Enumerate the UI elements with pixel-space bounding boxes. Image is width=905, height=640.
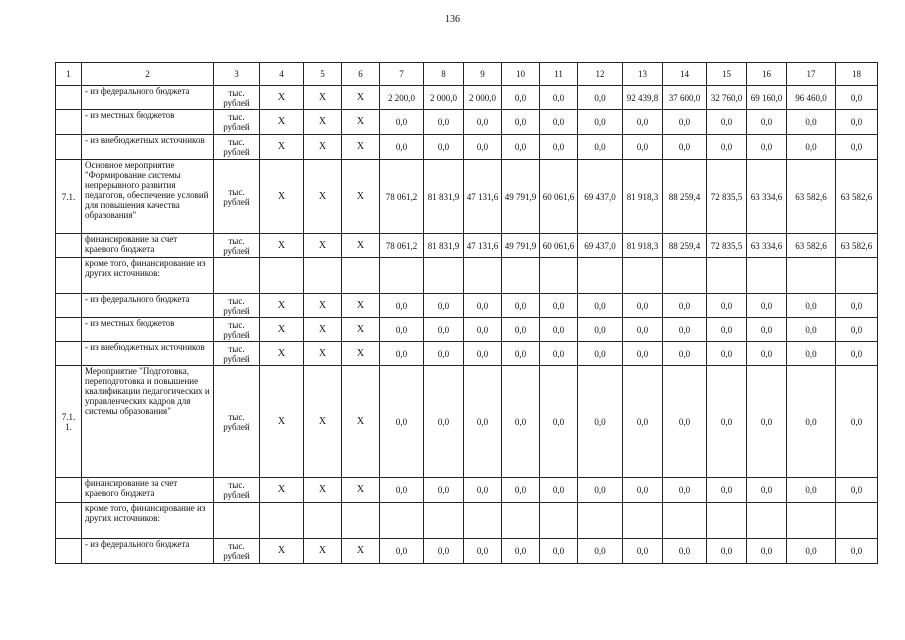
value-cell: 0,0 [540, 110, 578, 135]
value-cell: 0,0 [707, 478, 747, 503]
value-cell: 0,0 [502, 366, 540, 478]
row-name: финансирование за счет краевого бюджета [82, 234, 214, 258]
value-cell [380, 258, 424, 294]
column-header: 9 [464, 63, 502, 86]
column-header: 7 [380, 63, 424, 86]
value-cell: 0,0 [380, 318, 424, 342]
unit-cell: тыс. рублей [214, 478, 260, 503]
value-cell: 0,0 [787, 366, 836, 478]
page-number: 136 [445, 14, 460, 25]
x-cell: X [260, 294, 304, 318]
x-cell: X [260, 160, 304, 234]
row-number [56, 318, 82, 342]
value-cell: 0,0 [623, 135, 663, 160]
value-cell [707, 258, 747, 294]
value-cell: 32 760,0 [707, 86, 747, 110]
table-row [56, 318, 878, 342]
column-header: 15 [707, 63, 747, 86]
value-cell: 0,0 [623, 366, 663, 478]
column-header: 16 [747, 63, 787, 86]
x-cell [260, 503, 304, 539]
value-cell: 0,0 [424, 539, 464, 564]
row-name: - из местных бюджетов [82, 110, 214, 135]
table-row [56, 160, 878, 234]
value-cell: 0,0 [464, 539, 502, 564]
value-cell: 0,0 [424, 318, 464, 342]
row-name: - из местных бюджетов [82, 318, 214, 342]
column-header: 8 [424, 63, 464, 86]
value-cell: 0,0 [464, 342, 502, 366]
value-cell: 0,0 [578, 86, 623, 110]
value-cell: 78 061,2 [380, 160, 424, 234]
value-cell: 0,0 [380, 478, 424, 503]
value-cell: 0,0 [663, 366, 707, 478]
row-number [56, 110, 82, 135]
x-cell: X [260, 366, 304, 478]
table-row [56, 86, 878, 110]
table-row [56, 110, 878, 135]
x-cell [342, 258, 380, 294]
value-cell [540, 503, 578, 539]
unit-cell: тыс. рублей [214, 86, 260, 110]
row-name: - из внебюджетных источников [82, 342, 214, 366]
value-cell [578, 258, 623, 294]
value-cell: 0,0 [836, 86, 878, 110]
value-cell: 63 582,6 [836, 234, 878, 258]
value-cell [747, 258, 787, 294]
table-row [56, 294, 878, 318]
unit-cell: тыс. рублей [214, 342, 260, 366]
row-number [56, 503, 82, 539]
column-header: 6 [342, 63, 380, 86]
value-cell: 0,0 [787, 110, 836, 135]
column-header: 2 [82, 63, 214, 86]
value-cell: 37 600,0 [663, 86, 707, 110]
x-cell: X [260, 135, 304, 160]
value-cell: 49 791,9 [502, 160, 540, 234]
row-name: финансирование за счет краевого бюджета [82, 478, 214, 503]
value-cell: 0,0 [464, 478, 502, 503]
value-cell: 0,0 [540, 366, 578, 478]
row-number [56, 478, 82, 503]
value-cell: 96 460,0 [787, 86, 836, 110]
value-cell: 0,0 [663, 294, 707, 318]
column-header: 12 [578, 63, 623, 86]
row-name: кроме того, финансирование из других источников: [82, 258, 214, 294]
value-cell: 0,0 [747, 366, 787, 478]
value-cell: 47 131,6 [464, 234, 502, 258]
value-cell: 0,0 [578, 342, 623, 366]
x-cell [304, 258, 342, 294]
x-cell: X [304, 86, 342, 110]
value-cell: 0,0 [502, 539, 540, 564]
value-cell: 81 831,9 [424, 160, 464, 234]
x-cell: X [304, 366, 342, 478]
column-header: 14 [663, 63, 707, 86]
value-cell: 49 791,9 [502, 234, 540, 258]
x-cell: X [342, 160, 380, 234]
value-cell: 0,0 [578, 135, 623, 160]
value-cell [787, 503, 836, 539]
value-cell: 0,0 [380, 294, 424, 318]
value-cell: 0,0 [540, 135, 578, 160]
column-header: 18 [836, 63, 878, 86]
x-cell: X [260, 86, 304, 110]
unit-cell: тыс. рублей [214, 234, 260, 258]
x-cell [304, 503, 342, 539]
value-cell: 0,0 [502, 342, 540, 366]
value-cell [424, 503, 464, 539]
value-cell: 0,0 [424, 366, 464, 478]
x-cell: X [304, 478, 342, 503]
x-cell: X [342, 318, 380, 342]
value-cell: 72 835,5 [707, 234, 747, 258]
x-cell: X [304, 294, 342, 318]
value-cell: 0,0 [502, 294, 540, 318]
value-cell: 0,0 [707, 318, 747, 342]
value-cell: 0,0 [578, 294, 623, 318]
value-cell: 0,0 [380, 539, 424, 564]
value-cell [502, 258, 540, 294]
value-cell: 0,0 [540, 86, 578, 110]
value-cell: 0,0 [380, 366, 424, 478]
value-cell: 0,0 [623, 539, 663, 564]
x-cell: X [342, 234, 380, 258]
value-cell: 0,0 [540, 342, 578, 366]
value-cell: 0,0 [836, 366, 878, 478]
value-cell: 0,0 [502, 135, 540, 160]
row-number [56, 294, 82, 318]
value-cell: 63 582,6 [787, 234, 836, 258]
row-number [56, 86, 82, 110]
value-cell: 0,0 [707, 366, 747, 478]
value-cell: 0,0 [787, 539, 836, 564]
x-cell: X [342, 110, 380, 135]
value-cell [464, 503, 502, 539]
table-row [56, 539, 878, 564]
x-cell: X [260, 539, 304, 564]
value-cell: 0,0 [787, 294, 836, 318]
row-number [56, 342, 82, 366]
value-cell: 69 437,0 [578, 160, 623, 234]
row-number: 7.1. 1. [56, 366, 82, 478]
value-cell [663, 258, 707, 294]
value-cell: 0,0 [836, 342, 878, 366]
value-cell [380, 503, 424, 539]
value-cell: 0,0 [787, 342, 836, 366]
unit-cell [214, 503, 260, 539]
value-cell: 0,0 [836, 294, 878, 318]
x-cell: X [342, 478, 380, 503]
value-cell: 0,0 [464, 294, 502, 318]
value-cell: 0,0 [663, 110, 707, 135]
column-header: 11 [540, 63, 578, 86]
value-cell: 0,0 [424, 342, 464, 366]
value-cell: 0,0 [747, 478, 787, 503]
value-cell: 0,0 [578, 110, 623, 135]
value-cell: 0,0 [663, 478, 707, 503]
value-cell: 0,0 [787, 135, 836, 160]
value-cell: 0,0 [836, 135, 878, 160]
value-cell [502, 503, 540, 539]
value-cell [707, 503, 747, 539]
unit-cell: тыс. рублей [214, 160, 260, 234]
table-row [56, 478, 878, 503]
column-header: 1 [56, 63, 82, 86]
value-cell: 81 918,3 [623, 234, 663, 258]
row-name: - из федерального бюджета [82, 294, 214, 318]
value-cell: 0,0 [663, 135, 707, 160]
value-cell: 88 259,4 [663, 160, 707, 234]
value-cell: 0,0 [663, 539, 707, 564]
value-cell [747, 503, 787, 539]
x-cell: X [304, 110, 342, 135]
value-cell: 0,0 [623, 478, 663, 503]
value-cell: 0,0 [380, 342, 424, 366]
value-cell: 0,0 [707, 342, 747, 366]
x-cell: X [260, 110, 304, 135]
value-cell: 0,0 [707, 294, 747, 318]
value-cell: 0,0 [747, 318, 787, 342]
value-cell: 0,0 [424, 294, 464, 318]
column-header: 17 [787, 63, 836, 86]
x-cell: X [342, 294, 380, 318]
value-cell [424, 258, 464, 294]
value-cell: 2 000,0 [424, 86, 464, 110]
value-cell [623, 258, 663, 294]
value-cell: 0,0 [623, 342, 663, 366]
value-cell [663, 503, 707, 539]
value-cell: 0,0 [540, 294, 578, 318]
row-number [56, 539, 82, 564]
x-cell: X [342, 135, 380, 160]
value-cell [836, 503, 878, 539]
value-cell: 47 131,6 [464, 160, 502, 234]
column-header: 3 [214, 63, 260, 86]
row-name: - из федерального бюджета [82, 86, 214, 110]
value-cell: 2 000,0 [464, 86, 502, 110]
value-cell: 0,0 [787, 478, 836, 503]
value-cell [836, 258, 878, 294]
value-cell: 0,0 [578, 366, 623, 478]
x-cell: X [342, 342, 380, 366]
value-cell: 0,0 [623, 294, 663, 318]
value-cell: 60 061,6 [540, 160, 578, 234]
x-cell: X [342, 539, 380, 564]
x-cell: X [260, 234, 304, 258]
column-header: 10 [502, 63, 540, 86]
value-cell: 0,0 [836, 539, 878, 564]
budget-table [55, 62, 878, 564]
value-cell: 0,0 [623, 318, 663, 342]
value-cell: 0,0 [380, 135, 424, 160]
value-cell: 0,0 [502, 110, 540, 135]
x-cell: X [304, 539, 342, 564]
row-number [56, 258, 82, 294]
value-cell: 0,0 [747, 135, 787, 160]
value-cell: 0,0 [464, 318, 502, 342]
value-cell: 0,0 [663, 318, 707, 342]
value-cell: 81 831,9 [424, 234, 464, 258]
x-cell: X [304, 342, 342, 366]
x-cell: X [304, 234, 342, 258]
unit-cell: тыс. рублей [214, 135, 260, 160]
value-cell: 0,0 [380, 110, 424, 135]
value-cell: 0,0 [502, 318, 540, 342]
value-cell: 72 835,5 [707, 160, 747, 234]
unit-cell [214, 258, 260, 294]
value-cell [464, 258, 502, 294]
row-name: - из федерального бюджета [82, 539, 214, 564]
x-cell: X [342, 366, 380, 478]
value-cell [623, 503, 663, 539]
value-cell: 0,0 [502, 86, 540, 110]
row-name: Мероприятие "Подготовка, переподготовка и повышение квалификации педагогических и управленческих кадров для системы образования" [82, 366, 214, 478]
value-cell: 88 259,4 [663, 234, 707, 258]
value-cell [540, 258, 578, 294]
value-cell: 0,0 [540, 318, 578, 342]
value-cell: 0,0 [424, 135, 464, 160]
value-cell: 69 160,0 [747, 86, 787, 110]
value-cell: 69 437,0 [578, 234, 623, 258]
value-cell: 0,0 [502, 478, 540, 503]
unit-cell: тыс. рублей [214, 318, 260, 342]
row-name: кроме того, финансирование из других источников: [82, 503, 214, 539]
row-name: - из внебюджетных источников [82, 135, 214, 160]
value-cell: 81 918,3 [623, 160, 663, 234]
table-row [56, 342, 878, 366]
x-cell [342, 503, 380, 539]
table-row [56, 135, 878, 160]
value-cell: 0,0 [787, 318, 836, 342]
column-header: 4 [260, 63, 304, 86]
column-header: 13 [623, 63, 663, 86]
table-row [56, 366, 878, 478]
value-cell [787, 258, 836, 294]
value-cell [578, 503, 623, 539]
value-cell: 63 582,6 [836, 160, 878, 234]
table-row [56, 258, 878, 294]
table-row [56, 234, 878, 258]
value-cell: 2 200,0 [380, 86, 424, 110]
x-cell: X [260, 318, 304, 342]
value-cell: 0,0 [464, 366, 502, 478]
value-cell: 0,0 [707, 135, 747, 160]
unit-cell: тыс. рублей [214, 110, 260, 135]
x-cell: X [304, 160, 342, 234]
value-cell: 0,0 [578, 478, 623, 503]
value-cell: 0,0 [540, 539, 578, 564]
x-cell: X [304, 135, 342, 160]
value-cell: 0,0 [578, 539, 623, 564]
value-cell: 0,0 [747, 110, 787, 135]
unit-cell: тыс. рублей [214, 539, 260, 564]
value-cell: 0,0 [464, 110, 502, 135]
table-row [56, 503, 878, 539]
value-cell: 60 061,6 [540, 234, 578, 258]
value-cell: 63 582,6 [787, 160, 836, 234]
value-cell: 0,0 [623, 110, 663, 135]
row-number [56, 135, 82, 160]
value-cell: 0,0 [747, 294, 787, 318]
value-cell: 0,0 [747, 539, 787, 564]
value-cell: 0,0 [747, 342, 787, 366]
table-header-row [56, 63, 878, 86]
unit-cell: тыс. рублей [214, 366, 260, 478]
value-cell: 0,0 [663, 342, 707, 366]
value-cell: 92 439,8 [623, 86, 663, 110]
value-cell: 0,0 [836, 478, 878, 503]
x-cell: X [260, 478, 304, 503]
value-cell: 0,0 [540, 478, 578, 503]
value-cell: 0,0 [707, 539, 747, 564]
value-cell: 0,0 [707, 110, 747, 135]
value-cell: 63 334,6 [747, 160, 787, 234]
value-cell: 0,0 [424, 110, 464, 135]
value-cell: 0,0 [424, 478, 464, 503]
x-cell: X [260, 342, 304, 366]
value-cell: 0,0 [836, 318, 878, 342]
value-cell: 0,0 [836, 110, 878, 135]
x-cell: X [304, 318, 342, 342]
x-cell: X [342, 86, 380, 110]
x-cell [260, 258, 304, 294]
row-number: 7.1. [56, 160, 82, 234]
value-cell: 78 061,2 [380, 234, 424, 258]
unit-cell: тыс. рублей [214, 294, 260, 318]
row-name: Основное мероприятие "Формирование системы непрерывного развития педагогов, обеспечение условий для повышения качества образования" [82, 160, 214, 234]
column-header: 5 [304, 63, 342, 86]
row-number [56, 234, 82, 258]
value-cell: 0,0 [578, 318, 623, 342]
value-cell: 0,0 [464, 135, 502, 160]
value-cell: 63 334,6 [747, 234, 787, 258]
